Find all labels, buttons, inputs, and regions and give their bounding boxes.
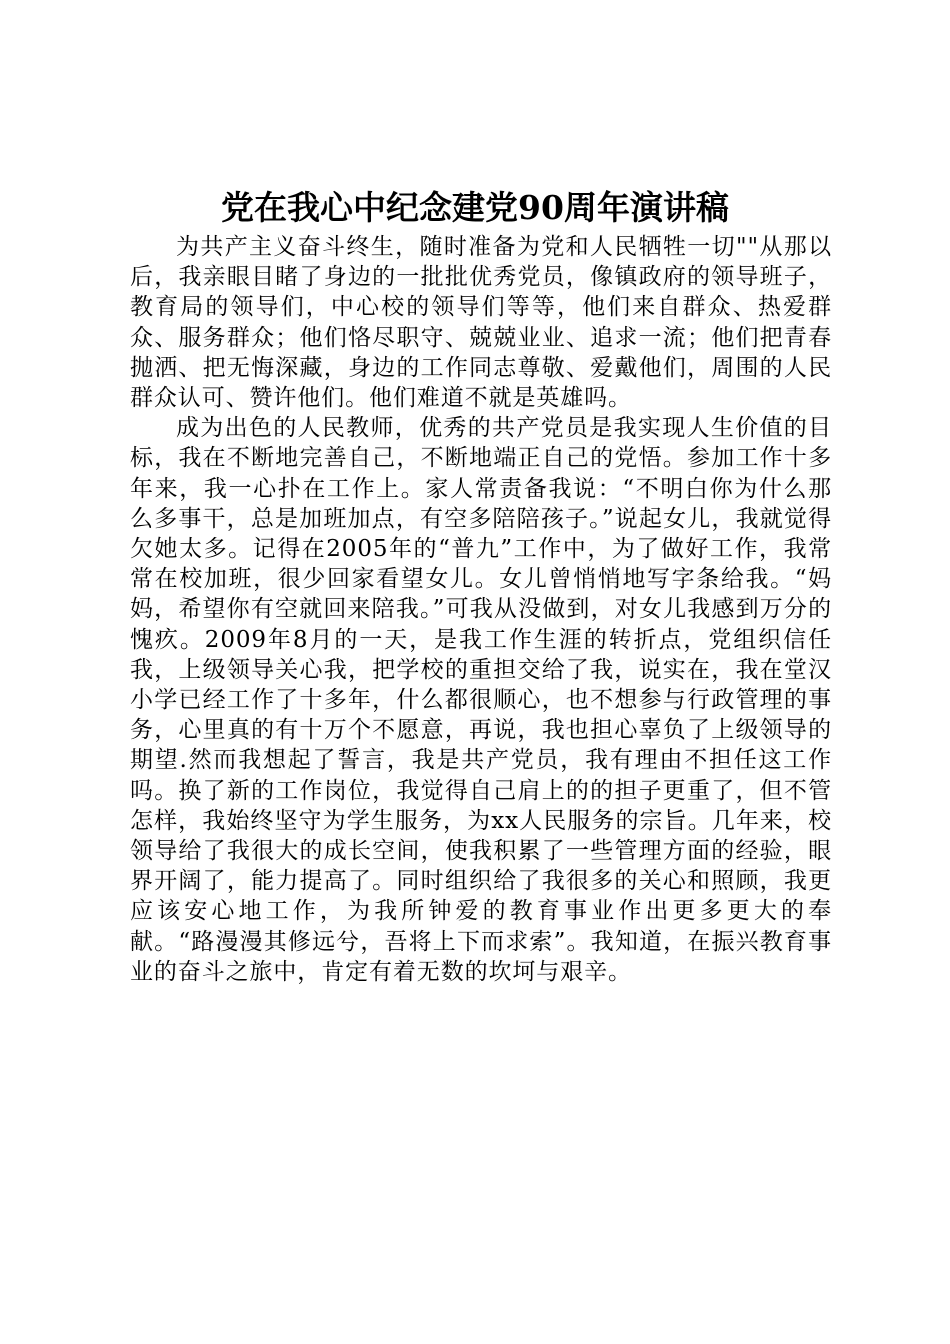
paragraph-1: 为共产主义奋斗终生，随时准备为党和人民牺牲一切""从那以后，我亲眼目睹了身边的一批批优秀党员，像镇政府的领导班子，教育局的领导们，中心校的领导们等等，他们来自群众、热爱群众、服务群众；他们恪尽职守、兢兢业业、追求一流；他们把青春抛洒、把无悔深藏，身边的工作同志尊敬、爱戴他们，周围的人民群众认可、赞许他们。他们难道不就是英雄吗。	[130, 234, 832, 412]
document-body	[130, 232, 832, 987]
paragraph-2: 成为出色的人民教师，优秀的共产党员是我实现人生价值的目标，我在不断地完善自己，不断地端正自己的党悟。参加工作十多年来，我一心扑在工作上。家人常责备我说：“不明白你为什么那么多事干，总是加班加点，有空多陪陪孩子。”说起女儿，我就觉得欠她太多。记得在2005年的“普九”工作中，为了做好工作，我常常在校加班，很少回家看望女儿。女儿曾悄悄地写字条给我。“妈妈，希望你有空就回来陪我。”可我从没做到，对女儿我感到万分的愧疚。2009年8月的一天，是我工作生涯的转折点，党组织信任我，上级领导关心我，把学校的重担交给了我，说实在，我在堂汉小学已经工作了十多年，什么都很顺心，也不想参与行政管理的事务，心里真的有十万个不愿意，再说，我也担心辜负了上级领导的期望.然而我想起了誓言，我是共产党员，我有理由不担任这工作吗。换了新的工作岗位，我觉得自己肩上的的担子更重了，但不管怎样，我始终坚守为学生服务，为xx人民服务的宗旨。几年来，校领导给了我很大的成长空间，使我积累了一些管理方面的经验，眼界开阔了，能力提高了。同时组织给了我很多的关心和照顾，我更应该安心地工作，为我所钟爱的教育事业作出更多更大的奉献。“路漫漫其修远兮，吾将上下而求索”。我知道，在振兴教育事业的奋斗之旅中，肯定有着无数的坎坷与艰辛。	[130, 415, 832, 985]
document-title: 党在我心中纪念建党90周年演讲稿	[221, 188, 729, 227]
